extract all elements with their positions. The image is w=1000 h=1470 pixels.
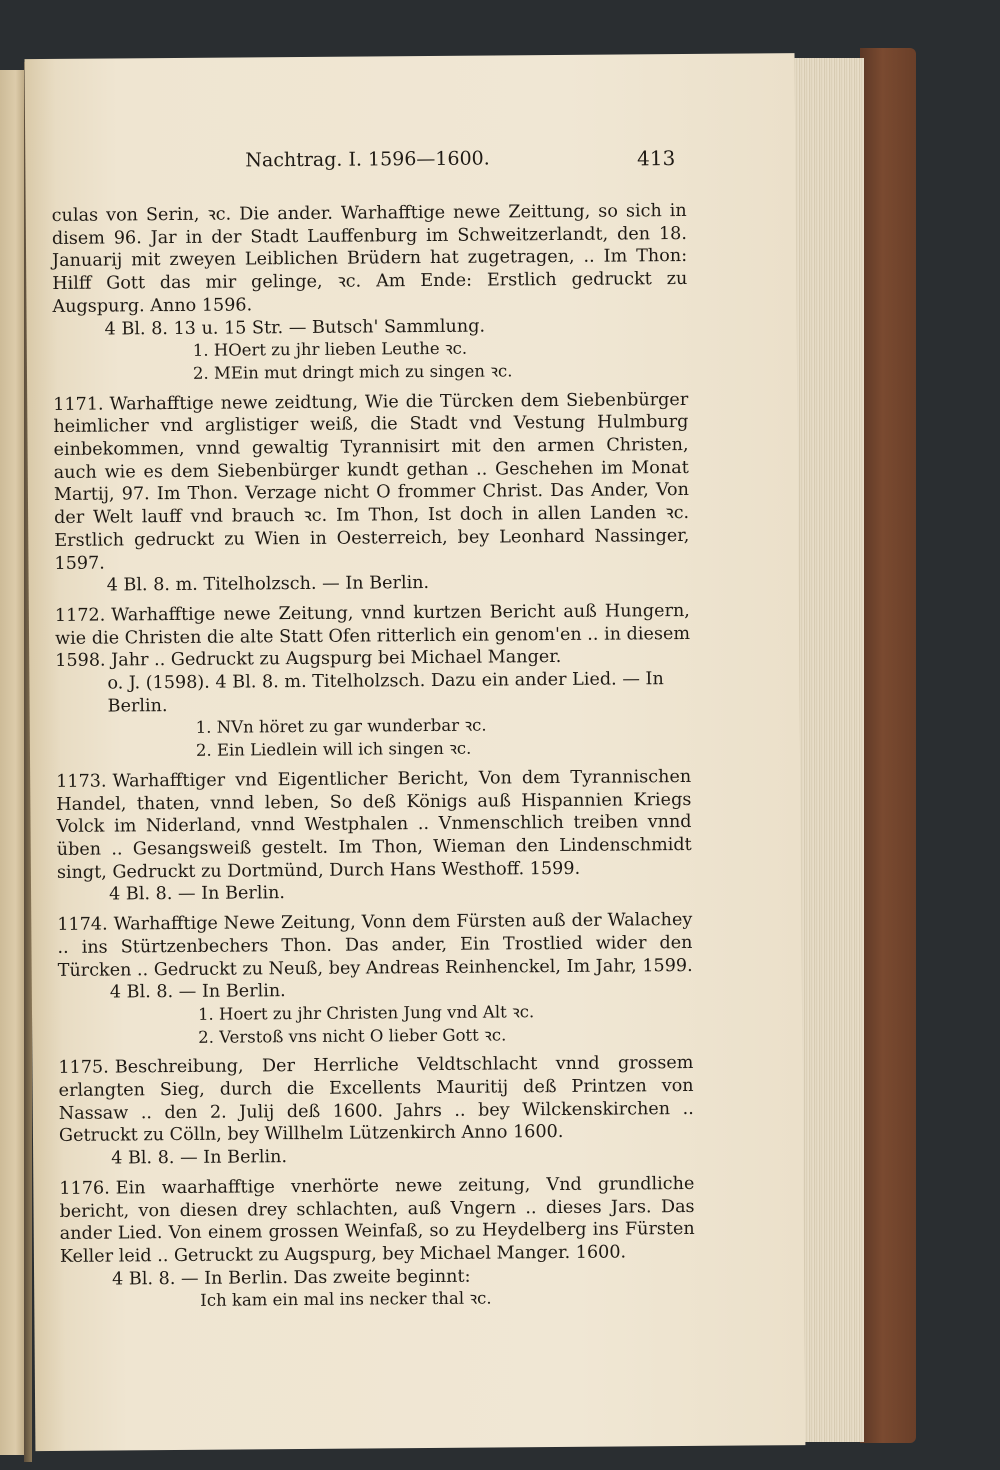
- entry-number: 1171.: [53, 394, 104, 415]
- entry-text: Warhafftiger vnd Eigentlicher Bericht, Von dem Tyrannischen Handel, thaten, vnnd leben, So deß Königs auß Hispannien Kriegs Volck im Niderland, vnnd Westphalen .. Vnmenschlich treiben vnnd üben .. Gesangsweiß gestelt. Im Thon, Wieman den Lindenschmidt singt, Gedruckt zu Dortmünd, Durch Hans Westhoff. 1599.: [56, 766, 692, 883]
- entry-number: 1172.: [54, 605, 106, 626]
- song-incipit: 2. Verstoß vns nicht O lieber Gott ꝛc.: [198, 1025, 507, 1047]
- book-cover-edge: [860, 48, 916, 1443]
- song-incipit: 2. MEin mut dringt mich zu singen ꝛc.: [192, 361, 513, 383]
- bibliography-entry: [58, 1052, 694, 1170]
- entry-text: Beschreibung, Der Herrliche Veldtschlacht vnnd grossem erlangten Sieg, durch die Excellents Mauritij deß Printzen von Nassaw .. den 2. Julij deß 1600. Jahrs .. bey Wilckenskirchen .. Getruckt zu Cölln, bey Willhelm Lützenkirch Anno 1600.: [58, 1053, 694, 1147]
- entry-text: Warhafftige newe zeidtung, Wie die Türcken dem Siebenbürger heimlicher vnd arglistiger weiß, die Stadt vnd Vestung Hulmburg einbekommen, vnnd gewaltig Tyrannisirt mit den armen Christen, auch wie es dem Siebenbürger kundt gethan .. Geschehen im Monat Martij, 97. Im Thon. Verzage nicht O frommer Christ. Das Ander, Von der Welt lauff vnd brauch ꝛc. Im Thon, Ist doch in allen Landen ꝛc. Erstlich gedruckt zu Wien in Oesterreich, bey Leonhard Nassinger, 1597.: [53, 389, 690, 574]
- song-incipit: 2. Ein Liedlein will ich singen ꝛc.: [195, 738, 472, 761]
- bibliography-entry: [56, 766, 692, 907]
- entry-text: culas von Serin, ꝛc. Die ander. Warhafftige newe Zeittung, so sich in disem 96. Jar in der Stadt Lauffenburg im Schweitzerlandt, den 18. Januarij mit zweyen Leiblichen Brüdern hat zugetragen, .. Im Thon: Hilff Gott das mir gelinge, ꝛc. Am Ende: Erstlich gedruckt zu Augspurg. Anno 1596.: [51, 200, 688, 317]
- continued-entry: [52, 200, 688, 387]
- page-body: [52, 200, 696, 1321]
- running-head: [245, 146, 676, 172]
- entry-meta: 4 Bl. 8. — In Berlin. Das zweite beginnt:: [112, 1266, 471, 1290]
- entry-meta: 4 Bl. 8. — In Berlin.: [111, 1147, 288, 1169]
- running-head-title: Nachtrag. I. 1596—1600.: [245, 147, 490, 172]
- page-number: 413: [637, 146, 676, 171]
- entry-meta: 4 Bl. 8. 13 u. 15 Str. — Butsch' Sammlung.: [104, 316, 486, 340]
- song-incipit: 1. HOert zu jhr lieben Leuthe ꝛc.: [192, 338, 468, 361]
- entry-text: Warhafftige newe Zeitung, vnnd kurtzen Bericht auß Hungern, wie die Christen die alte Statt Ofen ritterlich ein genom'en .. in diesem 1598. Jahr .. Gedruckt zu Augspurg bei Michael Manger.: [54, 600, 691, 672]
- entry-meta: 4 Bl. 8. — In Berlin.: [109, 883, 286, 905]
- entry-number: 1175.: [58, 1057, 109, 1079]
- entry-number: 1176.: [59, 1178, 110, 1199]
- entry-text: Ein waarhafftige vnerhörte newe zeitung, Vnd grundliche bericht, von diesen drey schlachten, auß Vngern .. dieses Jars. Das ander Lied. Von einem grossen Weinfaß, so zu Heydelberg ins Fürsten Keller leid .. Getruckt zu Augspurg, bey Michael Manger. 1600.: [59, 1173, 695, 1267]
- bibliography-entry: [57, 909, 693, 1050]
- bibliography-entry: [59, 1173, 695, 1314]
- entry-meta: o. J. (1598). 4 Bl. 8. m. Titelholzsch. Dazu ein ander Lied. — In Berlin.: [107, 669, 664, 717]
- entry-number: 1174.: [57, 914, 108, 936]
- song-incipit: Ich kam ein mal ins necker thal ꝛc.: [200, 1288, 492, 1311]
- entry-meta: 4 Bl. 8. — In Berlin.: [109, 981, 286, 1003]
- entry-meta: 4 Bl. 8. m. Titelholzsch. — In Berlin.: [106, 573, 430, 596]
- bibliography-entry: [53, 389, 690, 598]
- song-incipit: 1. Hoert zu jhr Christen Jung vnd Alt ꝛc.: [197, 1002, 535, 1024]
- bibliography-entry: [55, 600, 691, 764]
- entry-number: 1173.: [56, 771, 107, 792]
- entry-text: Warhafftige Newe Zeitung, Vonn dem Fürsten auß der Walachey .. ins Stürtzenbechers Thon. Das ander, Ein Trostlied wider den Türcken .. Gedruckt zu Neuß, bey Andreas Reinhenckel, Im Jahr, 1599.: [57, 910, 693, 981]
- song-incipit: 1. NVn höret zu gar wunderbar ꝛc.: [195, 716, 487, 738]
- book-page: [25, 53, 806, 1451]
- facing-page-edge: [0, 70, 26, 1455]
